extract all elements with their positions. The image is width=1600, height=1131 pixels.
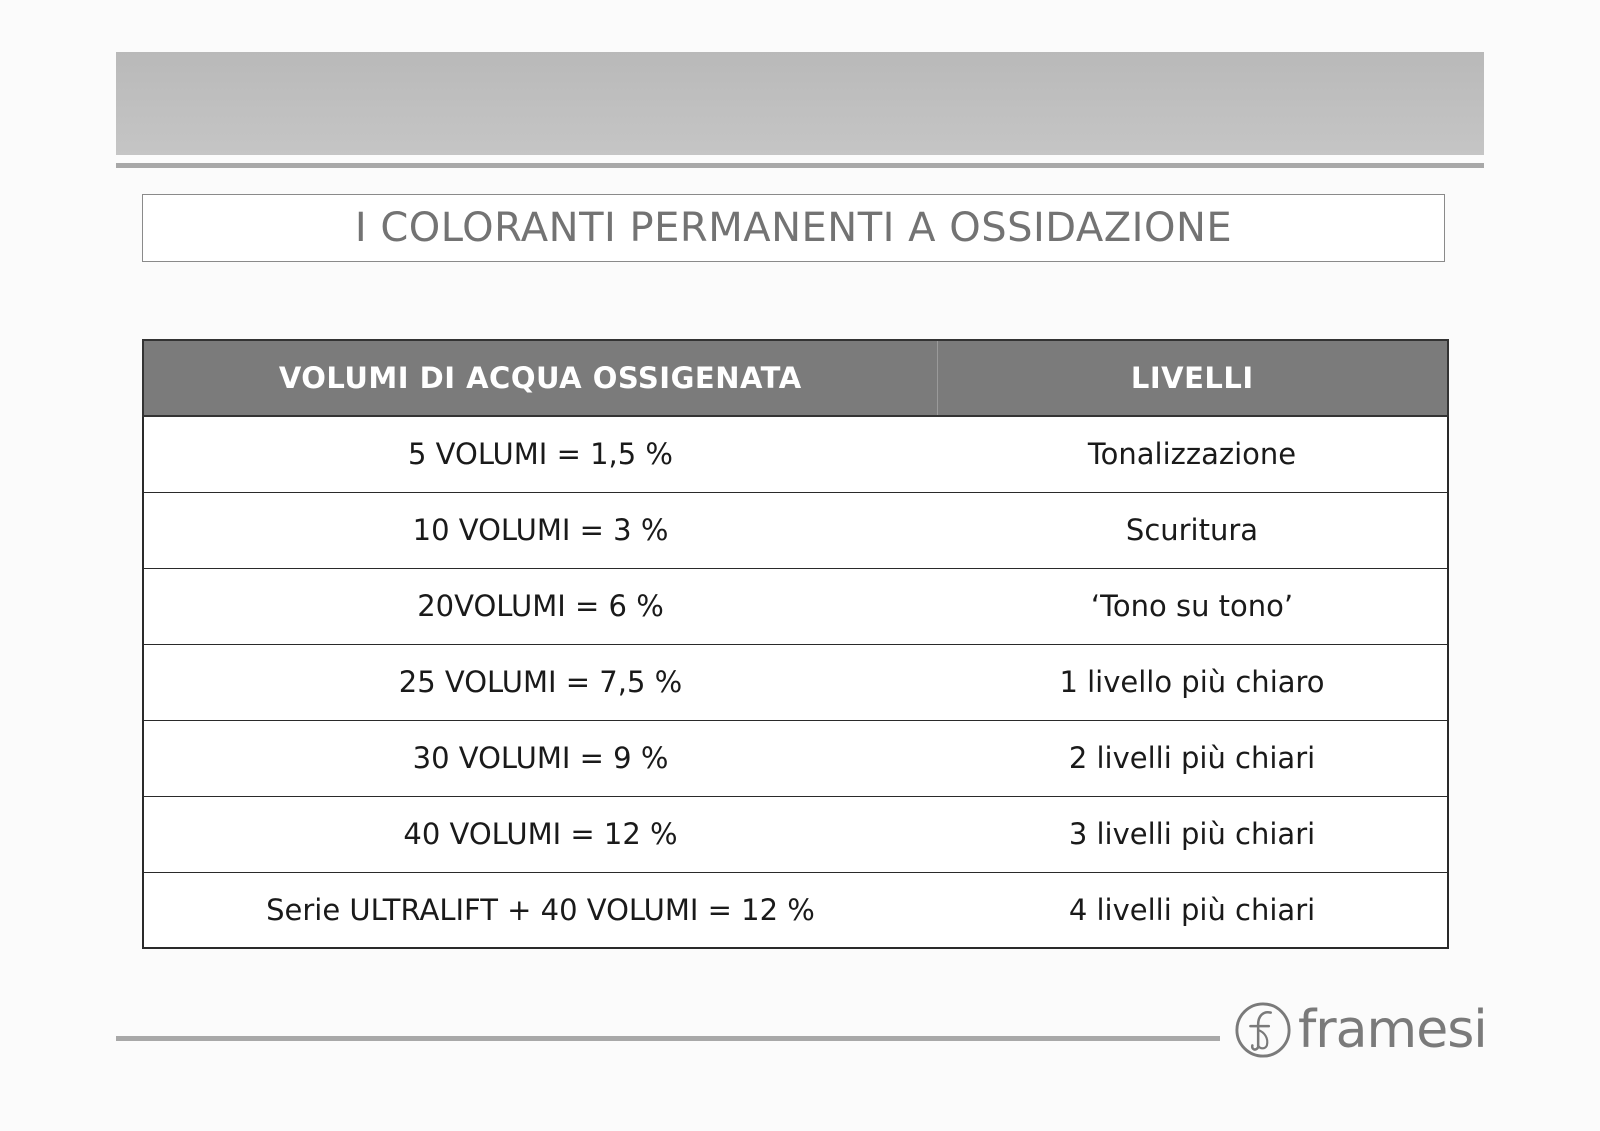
framesi-f-circle-icon	[1234, 1001, 1292, 1059]
cell-level: 1 livello più chiaro	[937, 644, 1448, 720]
table-row	[143, 416, 1448, 492]
cell-volumes: 5 VOLUMI = 1,5 %	[143, 416, 937, 492]
table-row	[143, 568, 1448, 644]
brand-logo	[1234, 998, 1487, 1062]
table-row	[143, 492, 1448, 568]
cell-level: Scuritura	[937, 492, 1448, 568]
header-divider	[116, 163, 1484, 168]
cell-volumes: Serie ULTRALIFT + 40 VOLUMI = 12 %	[143, 872, 937, 948]
cell-level: ‘Tono su tono’	[937, 568, 1448, 644]
table-header-row	[143, 340, 1448, 416]
page-title: I COLORANTI PERMANENTI A OSSIDAZIONE	[354, 205, 1233, 251]
table-body	[143, 416, 1448, 948]
title-box	[142, 194, 1445, 262]
column-header-volumes: VOLUMI DI ACQUA OSSIGENATA	[143, 340, 937, 416]
cell-level: 2 livelli più chiari	[937, 720, 1448, 796]
table-header	[143, 340, 1448, 416]
cell-volumes: 20VOLUMI = 6 %	[143, 568, 937, 644]
cell-volumes: 25 VOLUMI = 7,5 %	[143, 644, 937, 720]
cell-level: 3 livelli più chiari	[937, 796, 1448, 872]
cell-volumes: 30 VOLUMI = 9 %	[143, 720, 937, 796]
cell-level: 4 livelli più chiari	[937, 872, 1448, 948]
table-row	[143, 720, 1448, 796]
table-row	[143, 796, 1448, 872]
footer-divider	[116, 1036, 1220, 1041]
cell-volumes: 40 VOLUMI = 12 %	[143, 796, 937, 872]
table-row	[143, 872, 1448, 948]
brand-name: framesi	[1298, 1000, 1487, 1060]
cell-volumes: 10 VOLUMI = 3 %	[143, 492, 937, 568]
volumes-table	[142, 339, 1449, 949]
column-header-levels: LIVELLI	[937, 340, 1448, 416]
table-row	[143, 644, 1448, 720]
header-band	[116, 52, 1484, 155]
cell-level: Tonalizzazione	[937, 416, 1448, 492]
